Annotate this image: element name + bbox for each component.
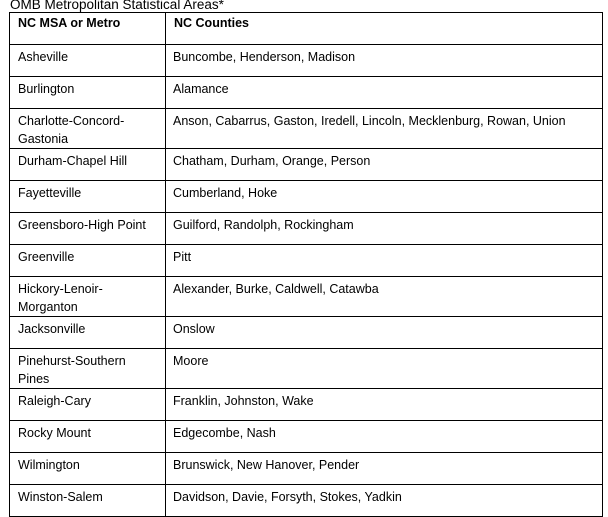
msa-cell: Burlington	[10, 77, 166, 109]
msa-cell: Asheville	[10, 45, 166, 77]
header-msa: NC MSA or Metro	[10, 13, 166, 45]
table-row	[10, 453, 603, 485]
table-row	[10, 181, 603, 213]
msa-counties-table	[9, 12, 603, 517]
msa-cell: Durham-Chapel Hill	[10, 149, 166, 181]
header-counties: NC Counties	[166, 13, 603, 45]
counties-cell: Alexander, Burke, Caldwell, Catawba	[166, 277, 603, 317]
table-row	[10, 149, 603, 181]
page-title: OMB Metropolitan Statistical Areas*	[10, 0, 224, 12]
table-row	[10, 213, 603, 245]
counties-cell: Alamance	[166, 77, 603, 109]
msa-cell: Rocky Mount	[10, 421, 166, 453]
msa-cell: Raleigh-Cary	[10, 389, 166, 421]
msa-cell: Greenville	[10, 245, 166, 277]
msa-cell: Pinehurst-Southern Pines	[10, 349, 166, 389]
table-row	[10, 77, 603, 109]
counties-cell: Chatham, Durham, Orange, Person	[166, 149, 603, 181]
counties-cell: Pitt	[166, 245, 603, 277]
msa-cell: Charlotte-Concord-Gastonia	[10, 109, 166, 149]
counties-cell: Brunswick, New Hanover, Pender	[166, 453, 603, 485]
table-row	[10, 245, 603, 277]
msa-cell: Winston-Salem	[10, 485, 166, 517]
counties-cell: Cumberland, Hoke	[166, 181, 603, 213]
counties-cell: Anson, Cabarrus, Gaston, Iredell, Lincoln, Mecklenburg, Rowan, Union	[166, 109, 603, 149]
table-row	[10, 389, 603, 421]
table-row	[10, 45, 603, 77]
msa-cell: Greensboro-High Point	[10, 213, 166, 245]
counties-cell: Onslow	[166, 317, 603, 349]
counties-cell: Davidson, Davie, Forsyth, Stokes, Yadkin	[166, 485, 603, 517]
msa-cell: Jacksonville	[10, 317, 166, 349]
counties-cell: Buncombe, Henderson, Madison	[166, 45, 603, 77]
table-row	[10, 317, 603, 349]
table-row	[10, 349, 603, 389]
table-row	[10, 277, 603, 317]
table-row	[10, 421, 603, 453]
counties-cell: Edgecombe, Nash	[166, 421, 603, 453]
table-header-row	[10, 13, 603, 45]
counties-cell: Franklin, Johnston, Wake	[166, 389, 603, 421]
table-row	[10, 485, 603, 517]
msa-cell: Hickory-Lenoir-Morganton	[10, 277, 166, 317]
counties-cell: Guilford, Randolph, Rockingham	[166, 213, 603, 245]
msa-cell: Wilmington	[10, 453, 166, 485]
counties-cell: Moore	[166, 349, 603, 389]
msa-cell: Fayetteville	[10, 181, 166, 213]
table-row	[10, 109, 603, 149]
